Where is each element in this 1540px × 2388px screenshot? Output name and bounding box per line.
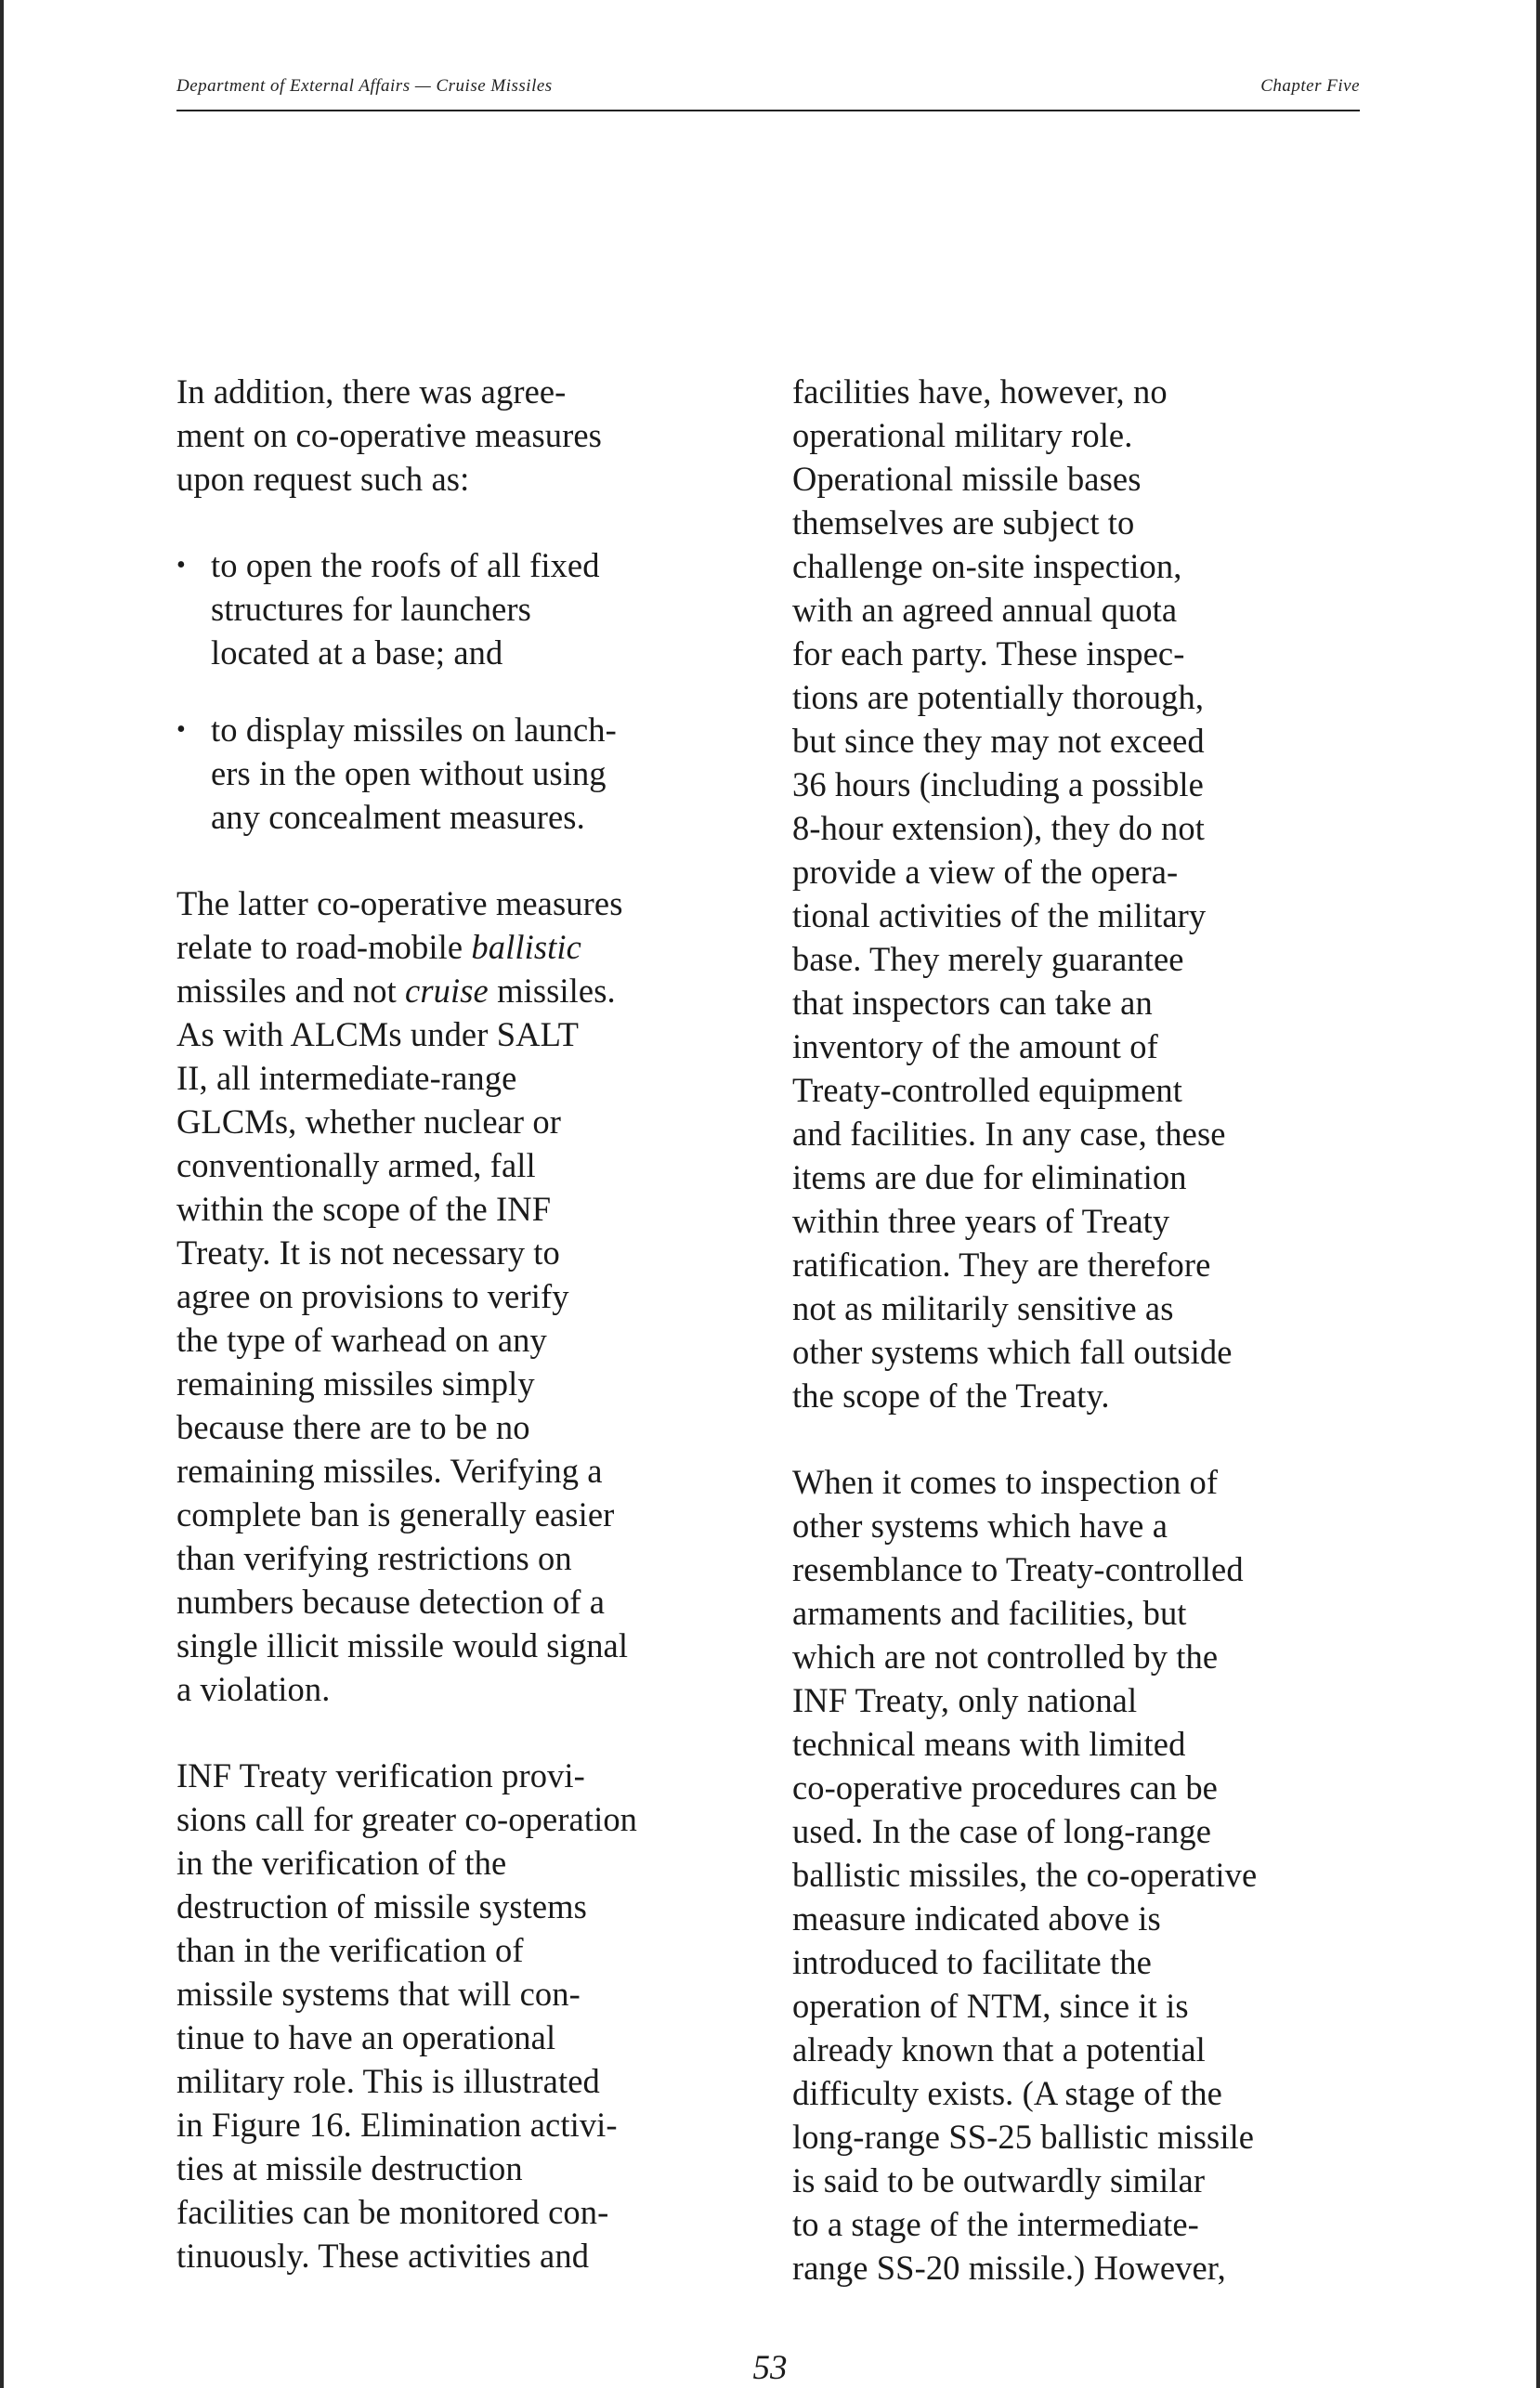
text-line: than verifying restrictions on xyxy=(176,1539,572,1577)
bullet-marker: • xyxy=(176,715,186,744)
text-line: destruction of missile systems xyxy=(176,1887,587,1925)
bullet-item xyxy=(176,708,752,839)
text-line: used. In the case of long-range xyxy=(792,1812,1212,1850)
text-line: base. They merely guarantee xyxy=(792,940,1184,978)
text-line: facilities have, however, no xyxy=(792,372,1168,411)
text-line: to a stage of the intermediate- xyxy=(792,2205,1199,2243)
text-line: remaining missiles. Verifying a xyxy=(176,1452,603,1490)
text-line: The latter co-operative measures xyxy=(176,884,623,922)
text-line: technical means with limited xyxy=(792,1725,1186,1763)
text-line: is said to be outwardly similar xyxy=(792,2161,1206,2199)
bullet-marker: • xyxy=(176,551,186,580)
text-line: missile systems that will con- xyxy=(176,1975,581,2013)
text-line: themselves are subject to xyxy=(792,503,1135,542)
text-line: II, all intermediate-range xyxy=(176,1059,517,1097)
text-line: GLCMs, whether nuclear or xyxy=(176,1103,562,1141)
text-line: within three years of Treaty xyxy=(792,1202,1170,1240)
text-line: Operational missile bases xyxy=(792,460,1142,498)
header-rule xyxy=(176,110,1360,111)
text-line: to open the roofs of all fixed xyxy=(211,546,600,584)
text-line: within the scope of the INF xyxy=(176,1190,552,1228)
page-number: 53 xyxy=(752,2349,788,2387)
body-paragraph xyxy=(792,1460,1368,2290)
text-line: tional activities of the military xyxy=(792,896,1207,934)
text-line: Treaty. It is not necessary to xyxy=(176,1233,560,1272)
text-line: sions call for greater co-operation xyxy=(176,1800,638,1838)
text-line: single illicit missile would signal xyxy=(176,1626,629,1664)
text-line: long-range SS-25 ballistic missile xyxy=(792,2118,1255,2156)
text-line: that inspectors can take an xyxy=(792,984,1153,1022)
text-line: in Figure 16. Elimination activi- xyxy=(176,2106,618,2144)
text-line: inventory of the amount of xyxy=(792,1027,1158,1065)
text-line: conventionally armed, fall xyxy=(176,1146,536,1184)
text-line: tions are potentially thorough, xyxy=(792,678,1205,716)
text-line: INF Treaty verification provi- xyxy=(176,1756,585,1794)
running-head-left: Department of External Affairs — Cruise Missiles xyxy=(176,76,553,96)
text-line: INF Treaty, only national xyxy=(792,1681,1138,1719)
text-line: In addition, there was agree- xyxy=(176,372,567,411)
text-line: range SS-20 missile.) However, xyxy=(792,2249,1226,2287)
right-column xyxy=(792,370,1368,2290)
text-line: and facilities. In any case, these xyxy=(792,1115,1226,1153)
text-line: complete ban is generally easier xyxy=(176,1495,615,1533)
text-line: tinue to have an operational xyxy=(176,2018,556,2056)
text-line: than in the verification of xyxy=(176,1931,524,1969)
intro-paragraph xyxy=(176,370,752,501)
text-line: resemblance to Treaty-controlled xyxy=(792,1550,1244,1588)
text-line: other systems which have a xyxy=(792,1507,1168,1545)
text-line: because there are to be no xyxy=(176,1408,530,1446)
left-column xyxy=(176,370,752,2277)
text-line: challenge on-site inspection, xyxy=(792,547,1182,585)
text-run: missiles. xyxy=(488,972,616,1010)
text-line: difficulty exists. (A stage of the xyxy=(792,2074,1222,2112)
text-line: co-operative procedures can be xyxy=(792,1768,1218,1807)
text-line: tinuously. These activities and xyxy=(176,2237,590,2275)
text-line: not as militarily sensitive as xyxy=(792,1289,1174,1327)
text-line: other systems which fall outside xyxy=(792,1333,1233,1371)
text-line: upon request such as: xyxy=(176,460,470,498)
text-line: which are not controlled by the xyxy=(792,1638,1219,1676)
text-line: the type of warhead on any xyxy=(176,1321,547,1359)
text-line: ties at missile destruction xyxy=(176,2149,523,2187)
scan-edge-left xyxy=(0,0,4,2388)
text-line: items are due for elimination xyxy=(792,1158,1187,1196)
text-line: provide a view of the opera- xyxy=(792,853,1179,891)
text-line: but since they may not exceed xyxy=(792,722,1205,760)
text-line: 8-hour extension), they do not xyxy=(792,809,1205,847)
running-head-right: Chapter Five xyxy=(1260,76,1360,96)
text-line: any concealment measures. xyxy=(211,798,585,836)
text-line xyxy=(176,925,752,969)
text-line: military role. This is illustrated xyxy=(176,2062,600,2100)
body-paragraph xyxy=(176,881,752,1711)
text-run: missiles and not xyxy=(176,972,406,1010)
text-line: agree on provisions to verify xyxy=(176,1277,569,1315)
text-line: operational military role. xyxy=(792,416,1133,454)
text-line: ballistic missiles, the co-operative xyxy=(792,1856,1258,1894)
text-line xyxy=(176,969,752,1012)
bullet-item xyxy=(176,543,752,674)
text-line: with an agreed annual quota xyxy=(792,591,1178,629)
text-line: already known that a potential xyxy=(792,2030,1206,2068)
text-line: ratification. They are therefore xyxy=(792,1246,1211,1284)
text-line: armaments and facilities, but xyxy=(792,1594,1187,1632)
body-paragraph xyxy=(792,370,1368,1417)
text-line: ers in the open without using xyxy=(211,754,607,792)
text-line: Treaty-controlled equipment xyxy=(792,1071,1182,1109)
text-line: numbers because detection of a xyxy=(176,1583,606,1621)
text-line: remaining missiles simply xyxy=(176,1364,535,1403)
bullet-list xyxy=(176,543,752,839)
emphasis-cruise: cruise xyxy=(405,972,489,1010)
text-line: a violation. xyxy=(176,1670,331,1708)
text-line: 36 hours (including a possible xyxy=(792,765,1204,803)
text-line: for each party. These inspec- xyxy=(792,634,1185,672)
text-line: ment on co-operative measures xyxy=(176,416,602,454)
text-line: facilities can be monitored con- xyxy=(176,2193,609,2231)
text-line: located at a base; and xyxy=(211,633,503,672)
text-line: structures for launchers xyxy=(211,590,531,628)
text-line: introduced to facilitate the xyxy=(792,1943,1152,1981)
text-line: in the verification of the xyxy=(176,1844,507,1882)
text-run: relate to road-mobile xyxy=(176,928,472,966)
text-line: As with ALCMs under SALT xyxy=(176,1015,580,1053)
scan-edge-right xyxy=(1536,0,1540,2388)
text-line: operation of NTM, since it is xyxy=(792,1987,1189,2025)
text-line: measure indicated above is xyxy=(792,1899,1161,1938)
body-paragraph xyxy=(176,1754,752,2277)
emphasis-ballistic: ballistic xyxy=(471,928,581,966)
text-line: to display missiles on launch- xyxy=(211,711,617,749)
text-line: the scope of the Treaty. xyxy=(792,1377,1110,1415)
text-line: When it comes to inspection of xyxy=(792,1463,1219,1501)
